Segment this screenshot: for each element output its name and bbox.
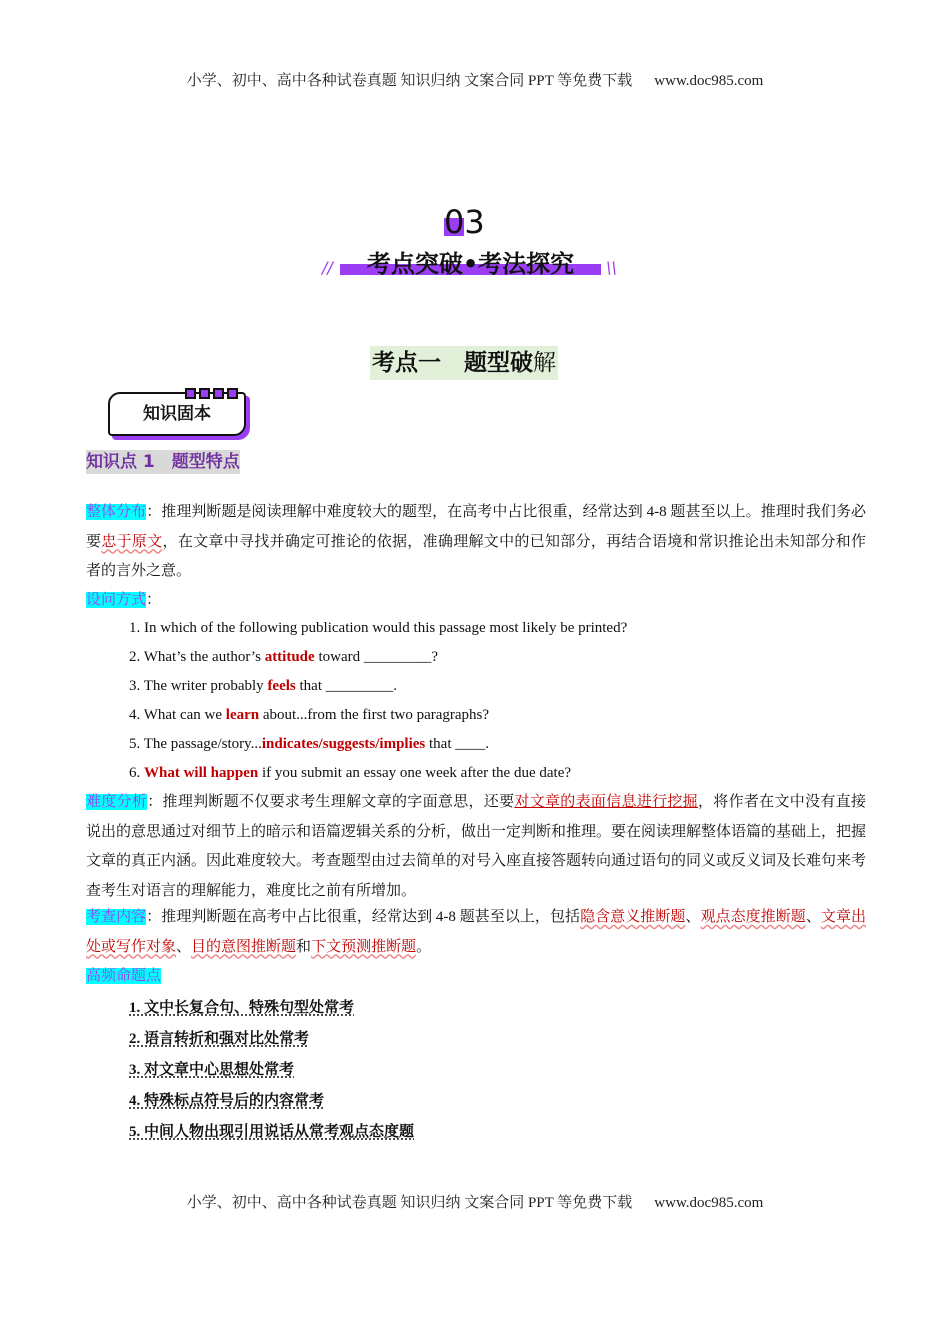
hotspot-item: 2. 语言转折和强对比处常考 (129, 1031, 310, 1047)
colon: ： (147, 794, 163, 810)
hotspot-item: 3. 对文章中心思想处常考 (129, 1062, 295, 1078)
highlight-red: 观点态度推断题 (700, 909, 806, 925)
header-url[interactable]: www.doc985.com (654, 73, 764, 89)
paragraph-hotspots (86, 962, 866, 992)
page-footer (0, 1191, 950, 1212)
colon: ： (146, 504, 162, 520)
kaodian-bold: 考点一 题型破 (372, 350, 533, 376)
highlight-red: 忠于原文 (101, 533, 163, 550)
highlight-red: 对文章的表面信息进行挖掘 (514, 794, 698, 810)
highlight-red: 文章出处或写作对象 (86, 909, 866, 955)
paragraph-difficulty (86, 788, 866, 906)
question-item: 3. The writer probably feels that _________. (129, 678, 398, 694)
highlight-red: 下文预测推断题 (311, 938, 417, 955)
question-item: 1. In which of the following publication would this passage most likely be printed? (129, 620, 628, 636)
kaodian-light: 解 (533, 350, 556, 376)
question-item: 5. The passage/story...indicates/suggests/implies that ____. (129, 736, 489, 752)
colon: ： (146, 592, 162, 608)
question-item: 6. What will happen if you submit an essay one week after the due date? (129, 765, 572, 781)
slash-decoration-left: // (322, 258, 333, 277)
footer-url[interactable]: www.doc985.com (654, 1195, 764, 1211)
label-difficulty: 难度分析 (86, 794, 148, 810)
page-header (0, 69, 950, 90)
label-questions: 设问方式 (86, 592, 147, 608)
text: 推理判断题在高考中占比很重，经常达到 4-8 题甚至以上，包括 (161, 909, 581, 925)
section-number: 03 (444, 203, 485, 241)
slash-decoration-right: \\ (606, 258, 617, 277)
paragraph-content: 考查内容：推理判断题在高考中占比很重，经常达到 4-8 题甚至以上，包括隐含意义推断题、观点态度推断题、文章出处或写作对象、目的意图推断题和下文预测推断题。 (86, 909, 866, 955)
paragraph-questions (86, 586, 866, 616)
hotspot-item: 4. 特殊标点符号后的内容常考 (129, 1093, 325, 1109)
hotspot-item: 1. 文中长复合句、特殊句型处常考 (129, 1000, 355, 1016)
question-item: 4. What can we learn about...from the first two paragraphs? (129, 707, 490, 723)
text: 推理判断题是阅读理解中难度较大的题型，在高考中占比很重，经常达到 4-8 题甚至以上。推理时我们务必要 (86, 504, 866, 550)
question-item: 2. What’s the author’s attitude toward _________? (129, 649, 438, 665)
text: 推理判断题不仅要求考生理解文章的字面意思，还要 (162, 794, 515, 810)
footer-text: 小学、初中、高中各种试卷真题 知识归纳 文案合同 PPT 等免费下载 (186, 1195, 633, 1211)
label-overall: 整体分布 (86, 504, 147, 520)
label-content: 考查内容 (86, 909, 147, 925)
highlight-red: 目的意图推断题 (191, 938, 297, 955)
text: ，将作者在文中没有直接说出的意思通过对细节上的暗示和语篇逻辑关系的分析，做出一定判断和推理。要在阅读理解整体语篇的基础上，把握文章的真正内涵。因此难度较大。考查题型由过去简单的对号入座直接答题转向通过语句的同义或反义词及长难句来考查考生对语言的理解能力，难度比之前有所增加。 (86, 794, 867, 899)
paragraph-overall (86, 498, 866, 587)
section-title: 考点突破•考法探究 (366, 250, 575, 278)
knowledge-badge (108, 392, 246, 436)
colon: ： (146, 909, 162, 925)
kaodian-heading (370, 346, 558, 380)
header-text: 小学、初中、高中各种试卷真题 知识归纳 文案合同 PPT 等免费下载 (186, 73, 633, 89)
hotspot-item: 5. 中间人物出现引用说话从常考观点态度题 (129, 1124, 415, 1140)
knowledge-point-heading: 知识点 1 题型特点 (86, 452, 240, 472)
text: ，在文章中寻找并确定可推论的依据，准确理解文中的已知部分，再结合语境和常识推论出未知部分和作者的言外之意。 (86, 533, 866, 579)
highlight-red: 隐含意义推断题 (580, 909, 686, 925)
label-hotspots: 高频命题点 (86, 968, 162, 984)
badge-label: 知识固本 (143, 404, 211, 424)
badge-dots-icon (185, 388, 238, 399)
